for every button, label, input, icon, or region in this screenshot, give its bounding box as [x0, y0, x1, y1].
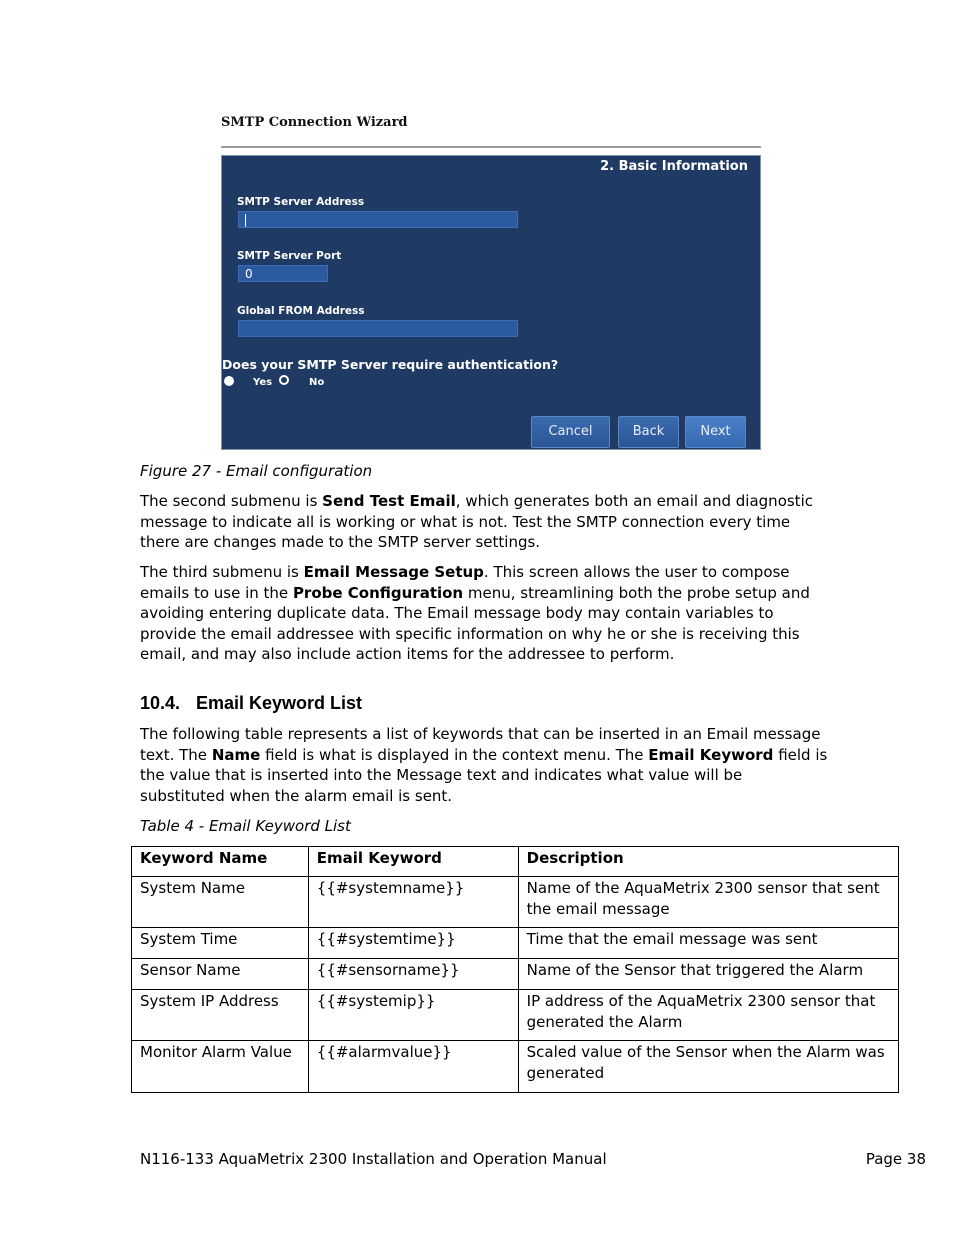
keyword-table: [131, 846, 899, 1093]
cell-keyword-name: System Name: [132, 877, 309, 928]
wizard-panel: [221, 155, 761, 450]
auth-no-label: No: [309, 377, 325, 388]
cell-keyword-name: System IP Address: [132, 990, 309, 1041]
smtp-server-address-label: SMTP Server Address: [237, 196, 365, 208]
footer-page-number: Page 38: [865, 1150, 926, 1168]
cell-description: Scaled value of the Sensor when the Alarm was generated: [518, 1041, 898, 1093]
table-row: [132, 990, 899, 1041]
header-keyword-name: Keyword Name: [132, 847, 309, 877]
cell-email-keyword: {{#sensorname}}: [308, 959, 518, 990]
wizard-step-title: 2. Basic Information: [600, 159, 748, 174]
cell-keyword-name: Monitor Alarm Value: [132, 1041, 309, 1093]
next-button[interactable]: Next: [685, 416, 746, 448]
table-row: [132, 1041, 899, 1093]
table-row: [132, 928, 899, 959]
cell-email-keyword: {{#systemname}}: [308, 877, 518, 928]
paragraph-send-test-email: The second submenu is Send Test Email, which generates both an email and diagnostic message to indicate all is working or what is not. Test the SMTP connection every time there are changes made to the SMTP server settings.: [140, 492, 813, 552]
cell-description: Time that the email message was sent: [518, 928, 898, 959]
wizard-title: SMTP Connection Wizard: [221, 115, 408, 130]
smtp-server-port-input[interactable]: 0: [238, 265, 328, 282]
back-button[interactable]: Back: [618, 416, 679, 448]
table-row: [132, 959, 899, 990]
table-caption: Table 4 - Email Keyword List: [140, 817, 351, 835]
cell-description: IP address of the AquaMetrix 2300 sensor that generated the Alarm: [518, 990, 898, 1041]
paragraph-keyword-intro: The following table represents a list of keywords that can be inserted in an Email message text. The Name field is what is displayed in the context menu. The Email Keyword field is the value that is inserted into the Message text and indicates what value will be substituted when the alarm email is sent.: [140, 725, 828, 805]
paragraph-email-message-setup: The third submenu is Email Message Setup. This screen allows the user to compose emails to use in the Probe Configuration menu, streamlining both the probe setup and avoiding entering duplicate data. The Email message body may contain variables to provide the email addressee with specific information on why he or she is receiving this email, and may also include action items for the addressee to perform.: [140, 563, 810, 664]
header-email-keyword: Email Keyword: [308, 847, 518, 877]
cell-keyword-name: Sensor Name: [132, 959, 309, 990]
cell-keyword-name: System Time: [132, 928, 309, 959]
smtp-server-address-input[interactable]: [238, 211, 518, 228]
global-from-address-label: Global FROM Address: [237, 305, 365, 317]
cancel-button[interactable]: Cancel: [531, 416, 610, 448]
cell-description: Name of the Sensor that triggered the Alarm: [518, 959, 898, 990]
text-caret: [245, 214, 246, 227]
smtp-server-port-label: SMTP Server Port: [237, 250, 342, 262]
auth-yes-label: Yes: [253, 377, 273, 388]
header-description: Description: [518, 847, 898, 877]
footer-manual-title: N116-133 AquaMetrix 2300 Installation and Operation Manual: [140, 1150, 607, 1168]
global-from-address-input[interactable]: [238, 320, 518, 337]
cell-email-keyword: {{#systemip}}: [308, 990, 518, 1041]
wizard-divider: [221, 146, 761, 148]
cell-email-keyword: {{#alarmvalue}}: [308, 1041, 518, 1093]
cell-email-keyword: {{#systemtime}}: [308, 928, 518, 959]
auth-yes-radio[interactable]: [224, 376, 234, 386]
cell-description: Name of the AquaMetrix 2300 sensor that sent the email message: [518, 877, 898, 928]
section-heading: 10.4. Email Keyword List: [140, 693, 363, 713]
figure-caption: Figure 27 - Email configuration: [140, 462, 373, 480]
table-header-row: [132, 847, 899, 877]
auth-question: Does your SMTP Server require authentication?: [222, 357, 559, 372]
table-row: [132, 877, 899, 928]
auth-no-radio[interactable]: [279, 375, 289, 385]
